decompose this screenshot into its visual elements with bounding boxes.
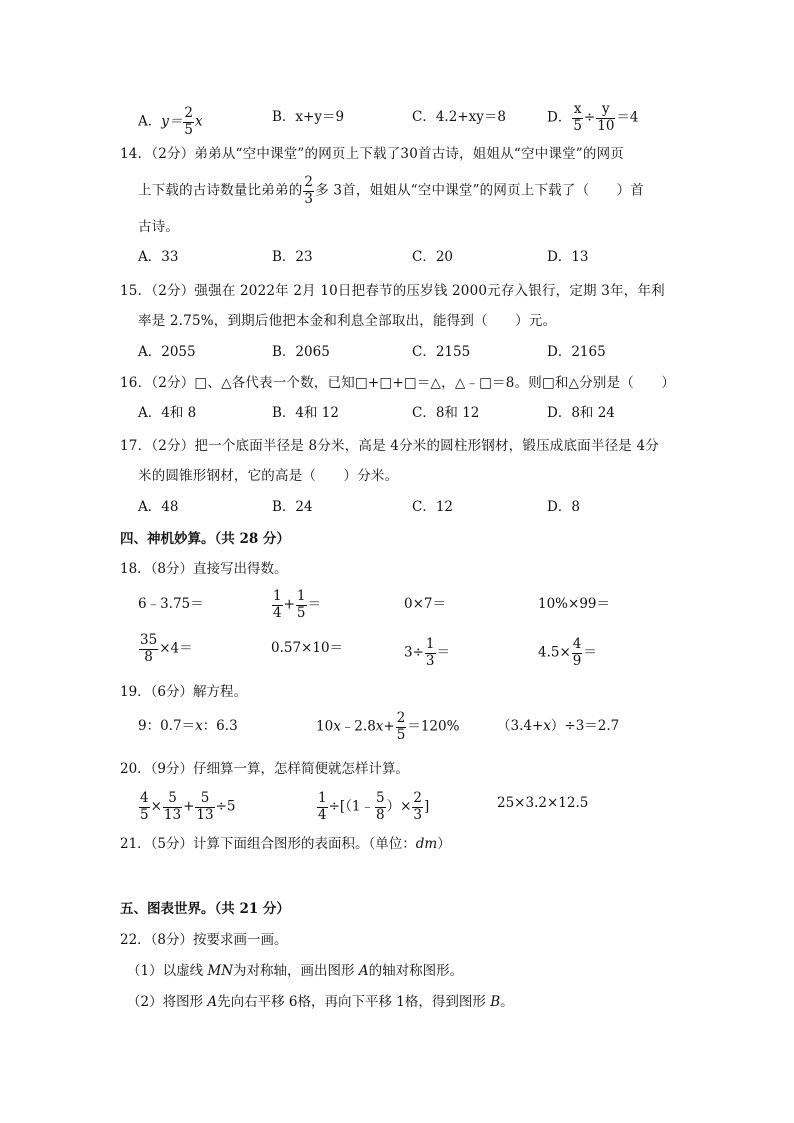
q17-option-b[interactable]: B．24 [272,499,313,515]
section-5-heading: 五、图表世界。（共 21 分） [120,901,290,917]
q19-equation-3: （3.4+x）÷3＝2.7 [497,718,620,734]
q18-expr-5: $\frac{35}{8}$ ×4＝ [140,632,193,665]
fraction: $\frac{2}{3}$ [304,174,314,207]
q15-option-b[interactable]: B．2065 [272,344,330,360]
q17-option-c[interactable]: C．12 [412,499,454,515]
q18-expr-8: 4.5× $\frac{4}{9}$ ＝ [538,636,597,669]
q15-option-a[interactable]: A．2055 [138,344,196,360]
q17-option-d[interactable]: D．8 [547,499,580,515]
fraction: $\frac{35}{8}$ [140,632,158,665]
q14-line3: 古诗。 [138,219,180,235]
fraction: $\frac{x}{5}$ [573,101,582,134]
q21-text: 21．（5分）计算下面组合图形的表面积。（单位：dm） [120,836,451,852]
fraction: $\frac{5}{13}$ [163,790,182,823]
q17-option-a[interactable]: A．48 [138,499,179,515]
q16-option-a[interactable]: A．4和 8 [138,405,197,421]
q14-line2: 上下载的古诗数量比弟弟的 $\frac{2}{3}$ 多 3首，姐姐从“空中课堂”的网页上下载了（ ）首 [138,174,645,207]
q18-expr-6: 0.57×10＝ [271,640,344,656]
fraction: $\frac{1}{4}$ [318,790,327,823]
q22-title: 22．（8分）按要求画一画。 [120,932,288,948]
q18-expr-2: $\frac{1}{4}$ + $\frac{1}{5}$ ＝ [273,588,321,621]
section-4-heading: 四、神机妙算。（共 28 分） [120,531,290,547]
q14-line1: 14．（2分）弟弟从“空中课堂”的网页上下载了30首古诗，姐姐从“空中课堂”的网页 [120,146,625,162]
q14-option-b[interactable]: B．23 [272,249,313,265]
q14-option-a[interactable]: A．33 [138,249,179,265]
fraction: $\frac{2}{5}$ [396,710,406,743]
fraction: $\frac{5}{8}$ [376,790,385,823]
q17-line1: 17．（2分）把一个底面半径是 8分米，高是 4分米的圆柱形钢材，锻压成底面半径是 4分 [120,438,659,454]
q20-expr-1: $\frac{4}{5}$ × $\frac{5}{13}$ + $\frac{5}{13}$ ÷5 [140,790,236,823]
q20-expr-3: 25×3.2×12.5 [497,795,589,811]
q19-title: 19．（6分）解方程。 [120,684,248,700]
fraction: $\frac{5}{13}$ [196,790,214,823]
q20-title: 20．（9分）仔细算一算，怎样简便就怎样计算。 [120,761,410,777]
fraction: $\frac{4}{9}$ [572,636,582,669]
q15-line2: 率是 2.75%，到期后他把本金和利息全部取出，能得到（ ）元。 [138,313,557,329]
q13-option-b[interactable]: B．x+y＝9 [272,109,345,125]
q15-option-d[interactable]: D．2165 [547,344,606,360]
fraction: $\frac{1}{5}$ [296,588,306,621]
fraction: $\frac{1}{3}$ [425,636,435,669]
fraction: $\frac{4}{5}$ [140,790,149,823]
q18-expr-3: 0×7＝ [404,596,446,612]
q18-expr-4: 10%×99＝ [538,596,610,612]
q16-option-b[interactable]: B．4和 12 [272,405,339,421]
q16-line1: 16．（2分）□、△各代表一个数，已知□+□+□＝△，△﹣□＝8。则□和△分别是（ ） [120,375,676,391]
q15-line1: 15．（2分）强强在 2022年 2月 10日把春节的压岁钱 2000元存入银行，定期 3年，年利 [120,283,665,299]
q19-equation-2: 10x﹣2.8x+ $\frac{2}{5}$ ＝120% [316,710,460,743]
q18-title: 18．（8分）直接写出得数。 [120,561,288,577]
q16-option-d[interactable]: D．8和 24 [547,405,615,421]
q14-option-c[interactable]: C．20 [412,249,454,265]
q15-option-c[interactable]: C．2155 [412,344,471,360]
q14-option-d[interactable]: D．13 [547,249,589,265]
fraction: $\frac{2}{5}$ [184,105,193,138]
q18-expr-1: 6﹣3.75＝ [138,596,204,612]
q13-option-d[interactable]: D． $\frac{x}{5}$ ÷ $\frac{y}{10}$ ＝4 [547,101,639,134]
q16-option-c[interactable]: C．8和 12 [412,405,480,421]
q13-option-a[interactable]: A．y＝ $\frac{2}{5}$ x [138,105,203,138]
q13-option-c[interactable]: C．4.2+xy＝8 [412,109,506,125]
q22-step-2: （2）将图形 A先向右平移 6格，再向下平移 1格，得到图形 B。 [127,994,514,1010]
q17-line2: 米的圆锥形钢材，它的高是（ ）分米。 [138,468,399,484]
fraction: $\frac{1}{4}$ [273,588,282,621]
fraction: $\frac{2}{3}$ [413,790,423,823]
q22-step-1: （1）以虚线 MN为对称轴，画出图形 A的轴对称图形。 [127,963,464,979]
q18-expr-7: 3÷ $\frac{1}{3}$ ＝ [404,636,450,669]
q20-expr-2: $\frac{1}{4}$ ÷[（1﹣ $\frac{5}{8}$ ）× $\frac{2}{3}$ ] [318,790,430,823]
fraction: $\frac{y}{10}$ [597,101,615,134]
q19-equation-1: 9：0.7＝x：6.3 [138,718,238,734]
